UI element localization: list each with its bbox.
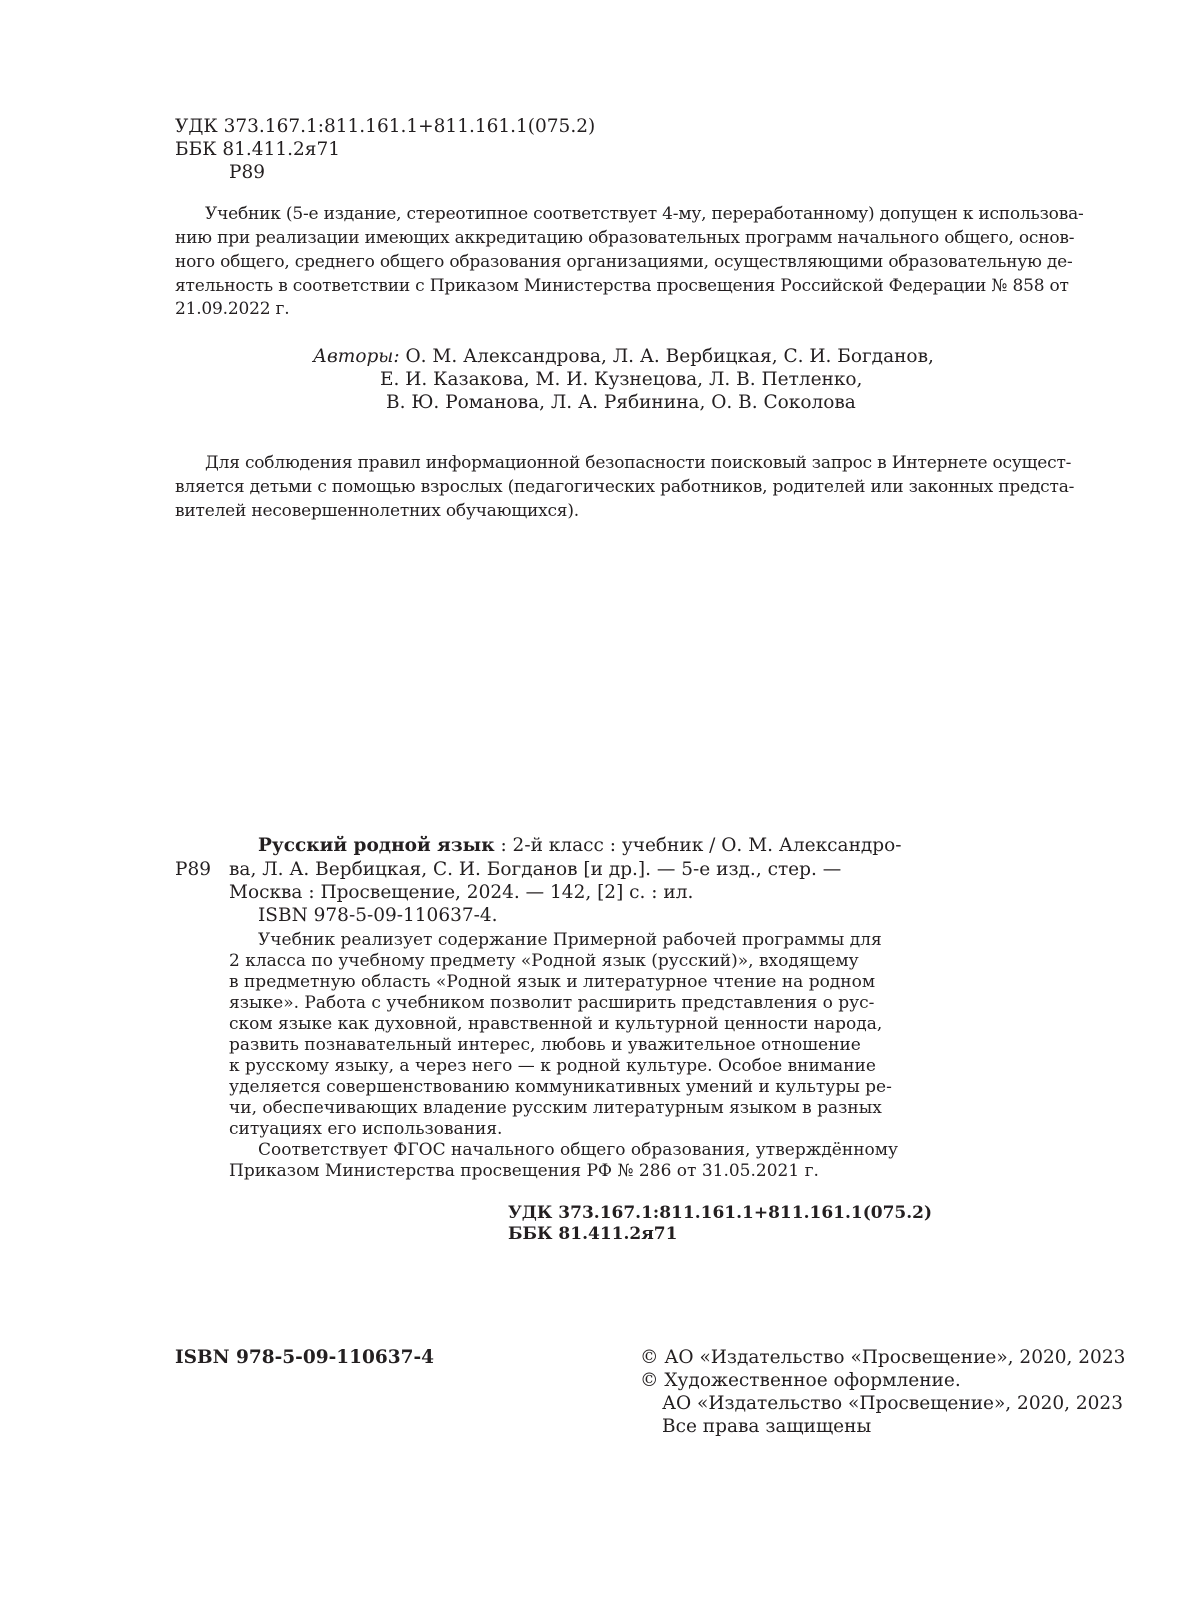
fgos-line-1: Соответствует ФГОС начального общего образования, утверждённому <box>258 1140 898 1160</box>
approval-line-2: нию при реализации имеющих аккредитацию образовательных программ начального общего, основ- <box>175 228 1075 248</box>
safety-line-3: вителей несовершеннолетних обучающихся). <box>175 501 579 521</box>
copyright-line-1: © АО «Издательство «Просвещение», 2020, 2023 <box>640 1347 1126 1368</box>
header-author-sign: Р89 <box>229 162 265 183</box>
catalog-line-2: ва, Л. А. Вербицкая, С. И. Богданов [и др.]. — 5-е изд., стер. — <box>229 859 842 880</box>
safety-line-2: вляется детьми с помощью взрослых (педагогических работников, родителей или законных предста- <box>175 477 1075 497</box>
catalog-isbn: ISBN 978-5-09-110637-4. <box>258 905 498 926</box>
annotation-line-4: языке». Работа с учебником позволит расширить представления о рус- <box>229 993 875 1013</box>
annotation-line-2: 2 класса по учебному предмету «Родной язык (русский)», входящему <box>229 951 859 971</box>
copyright-line-4: Все права защищены <box>662 1416 872 1437</box>
header-bbk: ББК 81.411.2я71 <box>175 139 340 160</box>
authors-label: Авторы: <box>313 346 400 367</box>
catalog-bbk: ББК 81.411.2я71 <box>508 1224 678 1244</box>
catalog-line-1 <box>258 834 902 858</box>
annotation-line-3: в предметную область «Родной язык и литературное чтение на родном <box>229 972 876 992</box>
copyright-line-3: АО «Издательство «Просвещение», 2020, 2023 <box>662 1393 1123 1414</box>
catalog-line-1-rest: : 2-й класс : учебник / О. М. Александро- <box>494 835 902 856</box>
annotation-line-10: ситуациях его использования. <box>229 1119 503 1139</box>
annotation-line-6: развить познавательный интерес, любовь и уважительное отношение <box>229 1035 861 1055</box>
approval-line-4: ятельность в соответствии с Приказом Министерства просвещения Российской Федерации № 858 от <box>175 276 1069 296</box>
catalog-sign: Р89 <box>175 859 211 880</box>
fgos-line-2: Приказом Министерства просвещения РФ № 286 от 31.05.2021 г. <box>229 1161 819 1181</box>
footer-isbn: ISBN 978-5-09-110637-4 <box>175 1347 435 1368</box>
approval-line-5: 21.09.2022 г. <box>175 299 290 319</box>
authors-line-1 <box>313 345 934 369</box>
approval-line-3: ного общего, среднего общего образования организациями, осуществляющими образовательную де- <box>175 252 1073 272</box>
annotation-line-7: к русскому языку, а через него — к родной культуре. Особое внимание <box>229 1056 876 1076</box>
catalog-line-3: Москва : Просвещение, 2024. — 142, [2] с. : ил. <box>229 882 694 903</box>
approval-line-1: Учебник (5-е издание, стереотипное соответствует 4-му, переработанному) допущен к использова- <box>205 204 1084 224</box>
annotation-line-1: Учебник реализует содержание Примерной рабочей программы для <box>258 930 882 950</box>
annotation-line-8: уделяется совершенствованию коммуникативных умений и культуры ре- <box>229 1077 892 1097</box>
annotation-line-5: ском языке как духовной, нравственной и культурной ценности народа, <box>229 1014 883 1034</box>
authors-line-3: В. Ю. Романова, Л. А. Рябинина, О. В. Соколова <box>386 392 856 413</box>
header-udk: УДК 373.167.1:811.161.1+811.161.1(075.2) <box>175 116 596 137</box>
copyright-line-2: © Художественное оформление. <box>640 1370 961 1391</box>
catalog-title: Русский родной язык <box>258 835 495 856</box>
annotation-line-9: чи, обеспечивающих владение русским литературным языком в разных <box>229 1098 882 1118</box>
catalog-udk: УДК 373.167.1:811.161.1+811.161.1(075.2) <box>508 1203 933 1223</box>
authors-line-2: Е. И. Казакова, М. И. Кузнецова, Л. В. Петленко, <box>380 369 863 390</box>
safety-line-1: Для соблюдения правил информационной безопасности поисковый запрос в Интернете осущест- <box>205 453 1072 473</box>
authors-names-1: О. М. Александрова, Л. А. Вербицкая, С. И. Богданов, <box>405 346 934 367</box>
